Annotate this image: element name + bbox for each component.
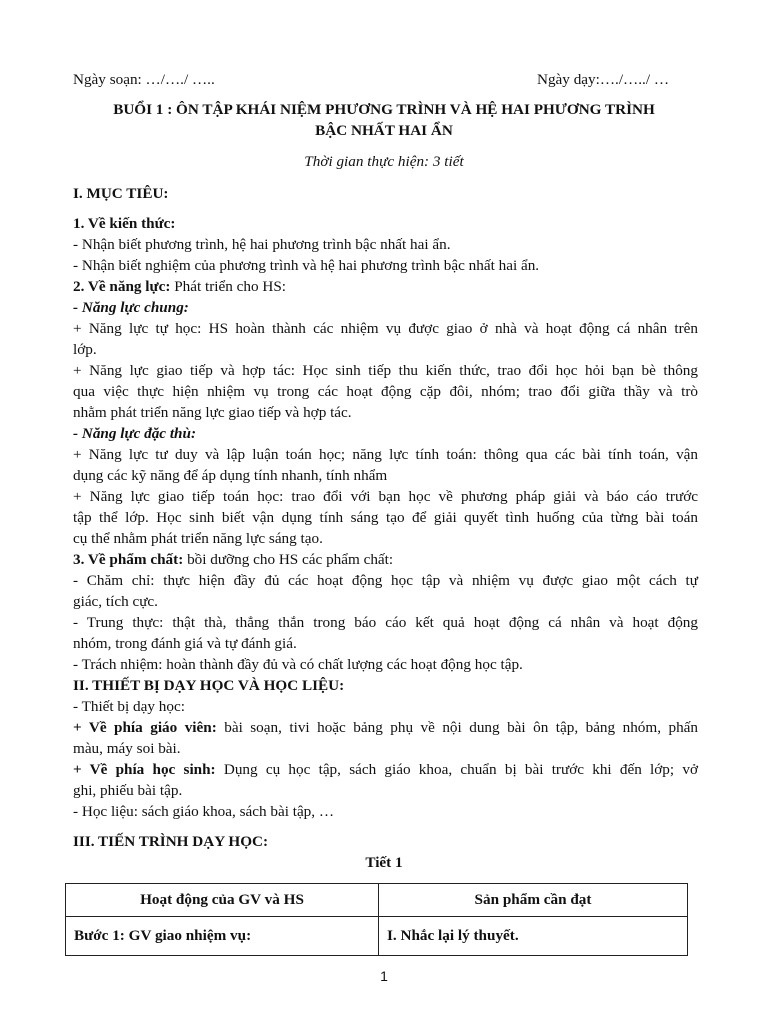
teacher-equipment-cont: màu, máy soi bài. — [73, 740, 181, 757]
quality-item: - Trách nhiệm: hoàn thành đầy đủ và có chất lượng các hoạt động học tập. — [73, 656, 523, 673]
specific-competence-text: + Năng lực tư duy và lập luận toán học; năng lực tính toán: thông qua các bài tính toán, vận — [73, 446, 698, 463]
quality-item: nhóm, trong đánh giá và tự đánh giá. — [73, 635, 297, 652]
teacher-label: + Về phía giáo viên: — [73, 719, 217, 736]
knowledge-heading: 1. Về kiến thức: — [73, 215, 176, 232]
teacher-equipment-line — [73, 717, 698, 738]
table-cell-product: I. Nhắc lại lý thuyết. — [379, 917, 688, 956]
student-equipment-cont: ghi, phiếu bài tập. — [73, 782, 183, 799]
quality-item: - Chăm chỉ: thực hiện đầy đủ các hoạt động học tập và nhiệm vụ được giao một cách tự — [73, 572, 698, 589]
lesson-table — [65, 883, 688, 956]
section-3-heading: III. TIẾN TRÌNH DẠY HỌC: — [73, 833, 269, 850]
knowledge-item: - Nhận biết phương trình, hệ hai phương trình bậc nhất hai ẩn. — [73, 236, 451, 253]
general-competence-text: + Năng lực tự học: HS hoàn thành các nhiệm vụ được giao ở nhà và hoạt động cá nhân trên — [73, 320, 698, 337]
teacher-text: bài soạn, tivi hoặc bảng phụ về nội dung bài ôn tập, bảng nhóm, phấn — [216, 719, 698, 736]
general-competence-text: lớp. — [73, 341, 97, 358]
section-1-heading: I. MỤC TIÊU: — [73, 185, 169, 202]
section-2-heading: II. THIẾT BỊ DẠY HỌC VÀ HỌC LIỆU: — [73, 677, 345, 694]
knowledge-item: - Nhận biết nghiệm của phương trình và hệ hai phương trình bậc nhất hai ẩn. — [73, 257, 540, 274]
table-row — [66, 917, 688, 956]
prep-date: Ngày soạn: …/…./ ….. — [73, 71, 215, 88]
page-number: 1 — [380, 968, 388, 984]
quality-item: giác, tích cực. — [73, 593, 158, 610]
title-line-2: BẬC NHẤT HAI ẨN — [315, 122, 453, 139]
period-label: Tiết 1 — [365, 854, 403, 871]
quality-heading: 3. Về phẩm chất: — [73, 551, 184, 568]
equipment-line: - Thiết bị dạy học: — [73, 698, 185, 715]
table-header-activity: Hoạt động của GV và HS — [66, 884, 379, 917]
general-competence-heading: - Năng lực chung: — [73, 299, 189, 316]
duration: Thời gian thực hiện: 3 tiết — [304, 153, 464, 170]
quality-heading-line — [73, 549, 698, 570]
competence-heading: 2. Về năng lực: — [73, 278, 171, 295]
general-competence-text: nhằm phát triển năng lực giao tiếp và hợp tác. — [73, 404, 352, 421]
table-header-row — [66, 884, 688, 917]
specific-competence-text: tập thể lớp. Học sinh biết vận dụng tính sáng tạo để giải quyết tình huống của từng bài toán — [73, 509, 698, 526]
specific-competence-text: + Năng lực giao tiếp toán học: trao đổi với bạn học về phương pháp giải và báo cáo trước — [73, 488, 698, 505]
general-competence-text: + Năng lực giao tiếp và hợp tác: Học sinh tiếp thu kiến thức, trao đổi học hỏi bạn bè thông — [73, 362, 698, 379]
date-header — [73, 69, 698, 90]
competence-heading-line — [73, 276, 698, 297]
general-competence-text: qua việc thực hiện nhiệm vụ trong các hoạt động cặp đôi, nhóm; trao đổi giữa thầy và trò — [73, 383, 698, 400]
competence-text: Phát triển cho HS: — [170, 278, 287, 295]
specific-competence-text: dụng các kỹ năng để áp dụng tính nhanh, tính nhẩm — [73, 467, 388, 484]
quality-item: - Trung thực: thật thà, thẳng thắn trong báo cáo kết quả hoạt động cá nhân và hoạt động — [73, 614, 698, 631]
table-cell-step: Bước 1: GV giao nhiệm vụ: — [66, 917, 379, 956]
student-label: + Về phía học sinh: — [73, 761, 216, 778]
specific-competence-heading: - Năng lực đặc thù: — [73, 425, 197, 442]
teach-date: Ngày dạy:…./…../ … — [537, 71, 670, 88]
specific-competence-text: cụ thể nhằm phát triển năng lực sáng tạo. — [73, 530, 323, 547]
title-line-1: BUỔI 1 : ÔN TẬP KHÁI NIỆM PHƯƠNG TRÌNH VÀ HỆ HAI PHƯƠNG TRÌNH — [113, 101, 655, 118]
table-header-product: Sản phẩm cần đạt — [379, 884, 688, 917]
student-equipment-line — [73, 759, 698, 780]
quality-text: bồi dưỡng cho HS các phẩm chất: — [183, 551, 394, 568]
materials-line: - Học liệu: sách giáo khoa, sách bài tập, … — [73, 803, 335, 820]
student-text: Dụng cụ học tập, sách giáo khoa, chuẩn bị bài trước khi đến lớp; vở — [215, 761, 698, 778]
